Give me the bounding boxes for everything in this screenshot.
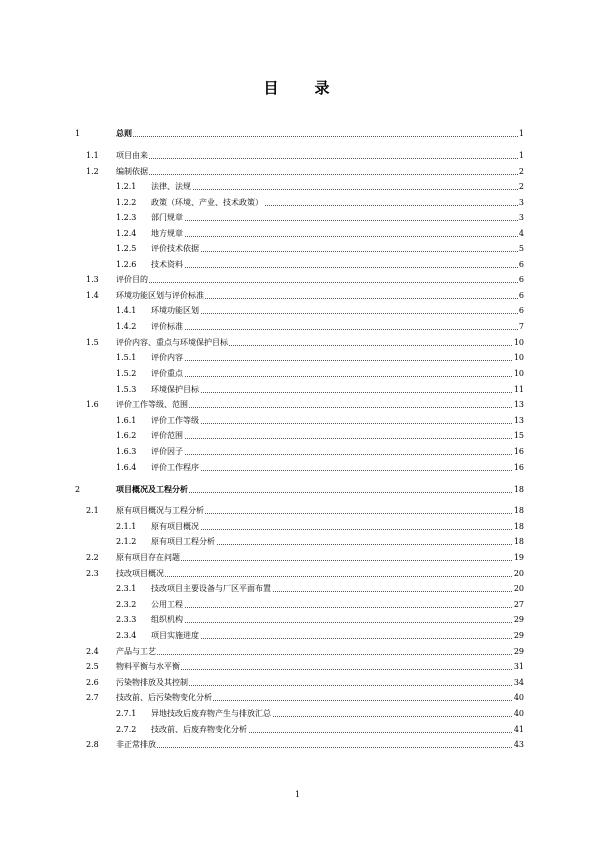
toc-entry[interactable] (0, 290, 595, 302)
dot-leader (151, 360, 520, 361)
dot-leader (151, 189, 520, 190)
toc-entry-number: 2.6 (86, 678, 99, 687)
toc-entry-number: 1.6 (86, 400, 99, 409)
dot-leader (151, 622, 520, 623)
toc-entry-number: 1.2.2 (116, 198, 137, 207)
toc-entry[interactable] (0, 614, 595, 626)
toc-entry-number: 2.1.1 (116, 522, 137, 531)
dot-leader (116, 576, 520, 577)
toc-entry-title: 地方规章 (151, 229, 183, 238)
toc-entry-page: 16 (513, 463, 524, 472)
dot-leader (151, 470, 520, 471)
toc-entry-page: 34 (513, 678, 524, 687)
toc-entry-number: 1 (75, 129, 81, 138)
toc-entry[interactable] (0, 677, 595, 689)
toc-entry[interactable] (0, 708, 595, 720)
toc-entry-title: 部门规章 (151, 213, 183, 222)
toc-entry-page: 6 (518, 291, 524, 300)
toc-entry[interactable] (0, 274, 595, 286)
toc-entry[interactable] (0, 552, 595, 564)
toc-entry-title: 环境功能区划与评价标准 (116, 291, 204, 300)
toc-entry-page: 20 (513, 584, 524, 593)
toc-entry-title: 评价工作等级、范围 (116, 400, 188, 409)
toc-entry-page: 18 (513, 506, 524, 515)
toc-entry-page: 20 (513, 569, 524, 578)
toc-entry-page: 18 (513, 485, 524, 494)
toc-entry[interactable] (0, 321, 595, 333)
toc-entry-number: 2.2 (86, 553, 99, 562)
dot-leader (151, 329, 520, 330)
dot-leader (116, 136, 520, 137)
toc-entry-number: 1.5.2 (116, 369, 137, 378)
toc-entry-page: 29 (513, 631, 524, 640)
dot-leader (151, 607, 520, 608)
toc-entry-page: 3 (518, 198, 524, 207)
title-char-2: 录 (314, 79, 332, 97)
toc-entry-title: 评价内容、重点与环境保护目标 (116, 338, 228, 347)
toc-entry-number: 2.5 (86, 662, 99, 671)
toc-entry-page: 18 (513, 537, 524, 546)
toc-entry-page: 6 (518, 275, 524, 284)
toc-entry-number: 1.6.2 (116, 431, 137, 440)
toc-entry-title: 评价因子 (151, 447, 183, 456)
toc-entry[interactable] (0, 505, 595, 517)
toc-entry[interactable] (0, 484, 595, 496)
toc-entry-number: 2.3.4 (116, 631, 137, 640)
toc-entry-title: 环境功能区划 (151, 306, 199, 315)
toc-entry-title: 评价重点 (151, 369, 183, 378)
toc-entry-page: 15 (513, 431, 524, 440)
toc-entry-number: 1.2.3 (116, 213, 137, 222)
toc-entry-title: 评价内容 (151, 353, 183, 362)
toc-entry-title: 物料平衡与水平衡 (116, 662, 180, 671)
dot-leader (151, 423, 520, 424)
toc-entry-page: 29 (513, 615, 524, 624)
toc-entry-page: 7 (518, 322, 524, 331)
toc-entry[interactable] (0, 661, 595, 673)
toc-entry-number: 2 (75, 485, 81, 494)
toc-entry[interactable] (0, 337, 595, 349)
toc-entry-title: 法律、法规 (151, 182, 191, 191)
toc-entry-title: 项目概况及工程分析 (116, 485, 188, 494)
dot-leader (151, 376, 520, 377)
toc-entry-title: 总则 (116, 129, 132, 138)
toc-entry[interactable] (0, 352, 595, 364)
toc-entry-number: 1.4.2 (116, 322, 137, 331)
toc-entry-number: 1.4.1 (116, 306, 137, 315)
toc-entry-title: 公用工程 (151, 600, 183, 609)
toc-entry-title: 组织机构 (151, 615, 183, 624)
toc-entry-number: 1.2.6 (116, 260, 137, 269)
toc-entry-title: 技改前、后污染物变化分析 (116, 693, 212, 702)
dot-leader (151, 529, 520, 530)
toc-entry-page: 27 (513, 600, 524, 609)
toc-entry[interactable] (0, 128, 595, 140)
toc-entry-page: 2 (518, 167, 524, 176)
toc-entry-number: 2.7 (86, 693, 99, 702)
dot-leader (151, 313, 520, 314)
toc-entry-number: 1.6.3 (116, 447, 137, 456)
toc-entry-number: 1.4 (86, 291, 99, 300)
toc-entry-page: 10 (513, 369, 524, 378)
toc-entry-page: 10 (513, 338, 524, 347)
toc-entry-title: 技术资料 (151, 260, 183, 269)
toc-entry[interactable] (0, 630, 595, 642)
toc-entry-number: 1.5.1 (116, 353, 137, 362)
toc-entry-page: 11 (513, 385, 524, 394)
toc-entry-title: 编制依据 (116, 167, 148, 176)
toc-entry[interactable] (0, 305, 595, 317)
toc-entry[interactable] (0, 399, 595, 411)
toc-entry-page: 40 (513, 693, 524, 702)
toc-entry[interactable] (0, 368, 595, 380)
toc-entry-page: 40 (513, 709, 524, 718)
toc-entry-number: 1.5 (86, 338, 99, 347)
toc-entry-number: 2.3.3 (116, 615, 137, 624)
toc-entry-page: 19 (513, 553, 524, 562)
toc-entry-title: 评价范围 (151, 431, 183, 440)
dot-leader (151, 638, 520, 639)
toc-entry-page: 13 (513, 416, 524, 425)
toc-entry-title: 原有项目概况 (151, 522, 199, 531)
toc-entry[interactable] (0, 462, 595, 474)
toc-entry-number: 1.2.5 (116, 244, 137, 253)
toc-entry-number: 2.7.2 (116, 725, 137, 734)
toc-entry-title: 原有项目工程分析 (151, 537, 215, 546)
toc-entry[interactable] (0, 724, 595, 736)
toc-entry-page: 5 (518, 244, 524, 253)
toc-entry[interactable] (0, 228, 595, 240)
dot-leader (151, 220, 520, 221)
toc-entry-number: 2.8 (86, 740, 99, 749)
toc-entry[interactable] (0, 197, 595, 209)
toc-entry[interactable] (0, 568, 595, 580)
title-char-1: 目 (263, 79, 281, 97)
toc-entry-page: 16 (513, 447, 524, 456)
toc-entry-number: 2.4 (86, 647, 99, 656)
toc-entry-page: 10 (513, 353, 524, 362)
toc-entry-title: 产品与工艺 (116, 647, 156, 656)
toc-entry-page: 6 (518, 306, 524, 315)
dot-leader (151, 392, 520, 393)
toc-entry-page: 6 (518, 260, 524, 269)
toc-entry-page: 13 (513, 400, 524, 409)
toc-entry-title: 原有项目概况与工程分析 (116, 506, 204, 515)
toc-entry-page: 4 (518, 229, 524, 238)
toc-entry[interactable] (0, 430, 595, 442)
toc-entry-title: 环境保护目标 (151, 385, 199, 394)
toc-entry-title: 政策（环境、产业、技术政策） (151, 198, 263, 207)
toc-entry[interactable] (0, 415, 595, 427)
toc-entry-number: 1.6.4 (116, 463, 137, 472)
toc-entry-number: 1.2.4 (116, 229, 137, 238)
toc-entry-title: 评价工作等级 (151, 416, 199, 425)
dot-leader (151, 454, 520, 455)
toc-entry-title: 原有项目存在问题 (116, 553, 180, 562)
page-number: 1 (294, 790, 301, 799)
toc-entry-page: 43 (513, 740, 524, 749)
toc-entry-number: 2.3 (86, 569, 99, 578)
toc-entry[interactable] (0, 181, 595, 193)
toc-entry-title: 评价标准 (151, 322, 183, 331)
toc-entry-page: 41 (513, 725, 524, 734)
toc-entry[interactable] (0, 259, 595, 271)
dot-leader (116, 654, 520, 655)
dot-leader (151, 236, 520, 237)
toc-entry[interactable] (0, 150, 595, 162)
toc-entry[interactable] (0, 583, 595, 595)
toc-entry-page: 18 (513, 522, 524, 531)
toc-entry-number: 1.2.1 (116, 182, 137, 191)
toc-entry[interactable] (0, 692, 595, 704)
toc-entry-title: 非正常排放 (116, 740, 156, 749)
toc-entry[interactable] (0, 212, 595, 224)
toc-entry-page: 3 (518, 213, 524, 222)
dot-leader (116, 282, 520, 283)
toc-entry-page: 31 (513, 662, 524, 671)
toc-entry-page: 29 (513, 647, 524, 656)
dot-leader (116, 174, 520, 175)
dot-leader (151, 438, 520, 439)
toc-entry-title: 技改前、后废弃物变化分析 (151, 725, 247, 734)
toc-entry[interactable] (0, 446, 595, 458)
toc-entry[interactable] (0, 521, 595, 533)
toc-entry-number: 1.5.3 (116, 385, 137, 394)
toc-entry-number: 2.1 (86, 506, 99, 515)
toc-entry-number: 2.3.1 (116, 584, 137, 593)
toc-entry[interactable] (0, 599, 595, 611)
toc-entry-title: 技改项目概况 (116, 569, 164, 578)
toc-entry-number: 1.6.1 (116, 416, 137, 425)
toc-entry-number: 1.2 (86, 167, 99, 176)
toc-entry-title: 项目实施进度 (151, 631, 199, 640)
toc-entry[interactable] (0, 166, 595, 178)
toc-entry[interactable] (0, 646, 595, 658)
dot-leader (116, 158, 520, 159)
dot-leader (151, 267, 520, 268)
toc-entry-title: 评价工作程序 (151, 463, 199, 472)
toc-entry[interactable] (0, 536, 595, 548)
toc-entry-number: 1.1 (86, 151, 99, 160)
toc-entry-page: 1 (518, 129, 524, 138)
toc-entry-number: 2.3.2 (116, 600, 137, 609)
toc-entry-title: 项目由来 (116, 151, 148, 160)
dot-leader (116, 747, 520, 748)
toc-entry-title: 污染物排放及其控制 (116, 678, 188, 687)
toc-entry-title: 技改项目主要设备与厂区平面布置 (151, 584, 271, 593)
toc-entry-number: 1.3 (86, 275, 99, 284)
toc-entry[interactable] (0, 243, 595, 255)
toc-entry-title: 评价目的 (116, 275, 148, 284)
toc-entry[interactable] (0, 384, 595, 396)
toc-entry-title: 评价技术依据 (151, 244, 199, 253)
toc-entry-number: 2.7.1 (116, 709, 137, 718)
toc-entry-title: 异地技改后废弃物产生与排放汇总 (151, 709, 271, 718)
toc-entry-number: 2.1.2 (116, 537, 137, 546)
dot-leader (151, 251, 520, 252)
toc-entry-page: 2 (518, 182, 524, 191)
toc-entry-page: 1 (518, 151, 524, 160)
toc-entry[interactable] (0, 739, 595, 751)
